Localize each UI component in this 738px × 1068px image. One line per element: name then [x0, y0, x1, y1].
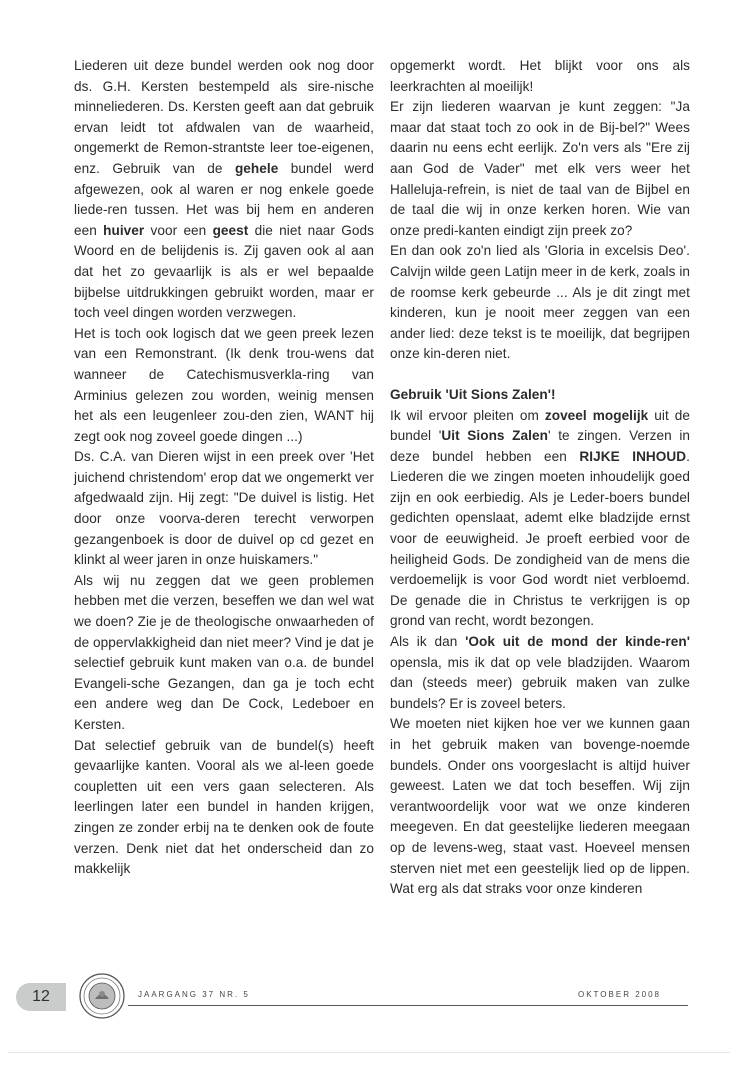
paragraph: opgemerkt wordt. Het blijkt voor ons als leerkrachten al moeilijk!	[390, 58, 690, 94]
paragraph: Ik wil ervoor pleiten om zoveel mogelijk uit de bundel 'Uit Sions Zalen' te zingen. Verzen in deze bundel hebben een RIJKE INHOUD. Liederen die we zingen moeten inhoudelijk goed zijn en ook eerbiedig. Als je Leder-boers bundel gedichten openslaat, ademt elke bladzijde ernst voor de eeuwigheid. Je proeft eerbied voor de heiligheid Gods. De zondigheid van de mens die verdoemelijk is voor God wordt niet verbloemd. De genade die in Christus te verkrijgen is op grond van recht, wordt bezongen.	[390, 407, 690, 629]
date-label: OKTOBER 2008	[578, 990, 661, 999]
volume-label: JAARGANG 37 NR. 5	[138, 990, 250, 999]
paragraph: Dat selectief gebruik van de bundel(s) heeft gevaarlijke kanten. Vooral als we al-leen goede coupletten uit een vers gaan selecteren. Als leerlingen later een bundel in handen krijgen, zingen ze zonder erbij na te denken ook de foute verzen. Denk niet dat het onderscheid dan zo makkelijk	[74, 737, 374, 877]
page-edge-rule	[8, 1052, 730, 1053]
paragraph: En dan ook zo'n lied als 'Gloria in excelsis Deo'. Calvijn wilde geen Latijn meer in de kerk, zoals in de roomse kerk gebeurde ... Als je dit zingt met kinderen, kun je nooit meer zeggen van een ander lied: deze tekst is te moeilijk, dat begrijpen onze kin-deren niet.	[390, 243, 690, 362]
paragraph: Als ik dan 'Ook uit de mond der kinde-ren' opensla, mis ik dat op vele bladzijden. Waarom dan (steeds meer) gebruik maken van zulke bundels? Er is zoveel beters.	[390, 634, 690, 711]
paragraph: We moeten niet kijken hoe ver we kunnen gaan in het gebruik maken van bovenge-noemde bundels. Onder ons voorgeslacht is altijd huiver geweest. Laten we dat toch beseffen. Wij zijn verantwoordelijk voor wat we onze kinderen meegeven. En dat geestelijke liederen meegaan op de levens-weg, staat vast. Hoeveel mensen sterven niet met een geestelijk lied op de lippen. Wat erg als dat straks voor onze kinderen	[390, 716, 690, 897]
footer-rule	[128, 1005, 688, 1006]
paragraph: Liederen uit deze bundel werden ook nog door ds. G.H. Kersten bestempeld als sire-nische minneliederen. Ds. Kersten geeft aan dat gebruik ervan leidt tot afdwalen van de waarheid, ongemerkt de Remon-strantste leer toe-eigenen, enz. Gebruik van de gehele bundel werd afgewezen, ook al waren er nog enkele goede liede-ren tussen. Het was bij hem en anderen een huiver voor een geest die niet naar Gods Woord en de belijdenis is. Zij gaven ook al aan dat het zo gevaarlijk is als er wel bepaalde bijbelse uitdrukkingen gebruikt worden, maar er toch veel dingen worden verzwegen.	[74, 58, 374, 321]
left-column	[74, 56, 374, 880]
section-heading: Gebruik 'Uit Sions Zalen'!	[390, 386, 556, 402]
right-column	[390, 56, 690, 900]
paragraph: Ds. C.A. van Dieren wijst in een preek over 'Het juichend christendom' erop dat we ongemerkt ver afgedwaald zijn. Hij zegt: "De duivel is listig. Het door onze voorva-deren terecht verworpen gezangenboek is door de duivel op cd gezet en klinkt al weer jaren in onze huiskamers."	[74, 449, 374, 568]
seal-logo-icon	[78, 972, 126, 1020]
page-footer	[0, 970, 738, 1030]
paragraph: Het is toch ook logisch dat we geen preek lezen van een Remonstrant. (Ik denk trou-wens dat wanneer de Catechismusverkla-ring van Arminius gelezen zou worden, weinig mensen het als een leugenleer zou-den zien, WANT hij zegt ook nog zoveel goede dingen ...)	[74, 325, 374, 444]
page-number: 12	[16, 983, 66, 1011]
paragraph: Er zijn liederen waarvan je kunt zeggen: "Ja maar dat staat toch zo ook in de Bij-bel?" Wees daarin nu eens echt eerlijk. Zo'n vers als "Ere zij aan God de Vader" met elk vers weer het Halleluja-refrein, is niet de taal van de Bijbel en de taal die wij in onze kerken horen. Wie van onze predi-kanten eindigt zijn preek zo?	[390, 99, 690, 238]
paragraph: Als wij nu zeggen dat we geen problemen hebben met die verzen, beseffen we dan wel wat we doen? Zie je de theologische onwaarheden of de oppervlakkigheid dan niet meer? Vind je dat je selectief gebruik kunt maken van o.a. de bundel Evangeli-sche Gezangen, dan ga je toch echt een andere weg dan De Cock, Ledeboer en Kersten.	[74, 572, 374, 732]
